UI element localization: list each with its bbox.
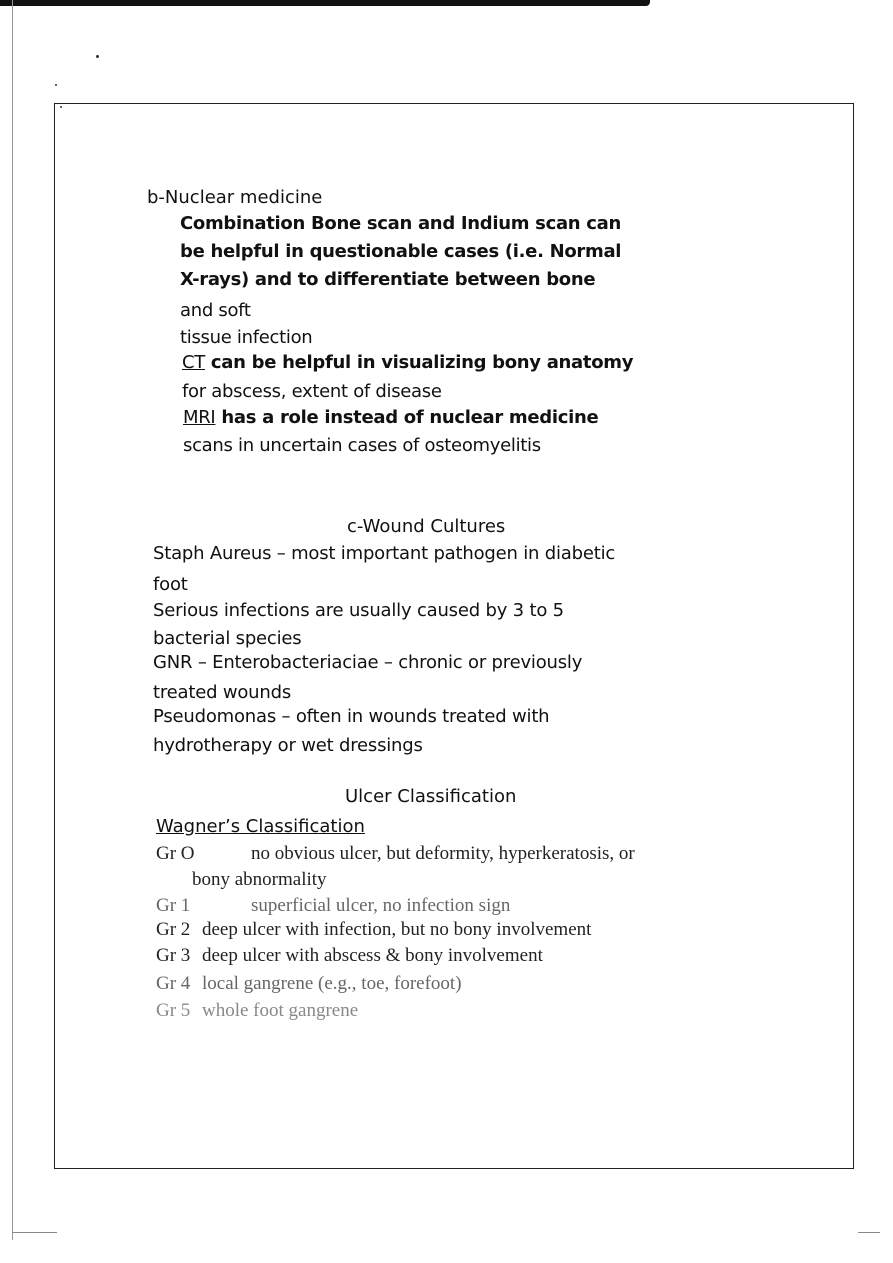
nuclear-line: for abscess, extent of disease [182,381,442,402]
scan-left-edge [12,0,13,1240]
scan-speck [55,84,57,86]
scan-bottom-line [858,1232,880,1233]
nuclear-line: be helpful in questionable cases (i.e. Normal [180,241,622,262]
wound-cultures-heading: c-Wound Cultures [347,516,506,537]
wound-line: foot [153,574,188,595]
grade-row [156,973,462,995]
wound-line: Pseudomonas – often in wounds treated with [153,706,550,727]
nuclear-line: Combination Bone scan and Indium scan can [180,213,622,234]
grade-row-continued: bony abnormality [192,869,327,890]
mri-abbreviation: MRI [183,407,216,428]
scan-bottom-line [12,1232,57,1233]
ct-abbreviation: CT [182,352,205,373]
grade-label: Gr 5 [156,1000,191,1021]
grade-description: no obvious ulcer, but deformity, hyperkeratosis, or [251,843,635,864]
mri-line [183,407,598,428]
grade-label: Gr 2 [156,919,191,940]
wagner-classification-heading: Wagner’s Classification [156,816,365,837]
ct-line [182,352,633,373]
grade-row [156,919,591,941]
grade-description: whole foot gangrene [202,1000,359,1021]
ct-text: can be helpful in visualizing bony anatomy [204,352,634,373]
grade-row [156,945,543,967]
grade-row [156,1000,358,1022]
wound-line: Staph Aureus – most important pathogen in diabetic [153,543,616,564]
nuclear-line: and soft [180,300,251,321]
nuclear-line: X-rays) and to differentiate between bone [180,269,596,290]
grade-label: Gr 4 [156,973,191,994]
mri-text: has a role instead of nuclear medicine [215,407,599,428]
grade-description: deep ulcer with infection, but no bony involvement [202,919,592,940]
grade-description: deep ulcer with abscess & bony involvement [202,945,543,966]
ulcer-classification-heading: Ulcer Classification [345,786,517,807]
grade-row [156,895,510,917]
nuclear-line: tissue infection [180,327,313,348]
wound-line: hydrotherapy or wet dressings [153,735,423,756]
nuclear-medicine-heading: b-Nuclear medicine [147,187,323,208]
grade-label: Gr 3 [156,945,191,966]
grade-label: Gr 1 [156,895,191,916]
grade-description: superficial ulcer, no infection sign [251,895,511,916]
grade-description: local gangrene (e.g., toe, forefoot) [202,973,462,994]
wound-line: treated wounds [153,682,292,703]
grade-label: Gr O [156,843,195,864]
scan-speck [96,55,99,58]
wound-line: GNR – Enterobacteriaciae – chronic or previously [153,652,583,673]
grade-row [156,843,635,865]
scan-top-shadow [0,0,650,6]
nuclear-line: scans in uncertain cases of osteomyelitis [183,435,541,456]
wound-line: Serious infections are usually caused by 3 to 5 [153,600,564,621]
wound-line: bacterial species [153,628,302,649]
